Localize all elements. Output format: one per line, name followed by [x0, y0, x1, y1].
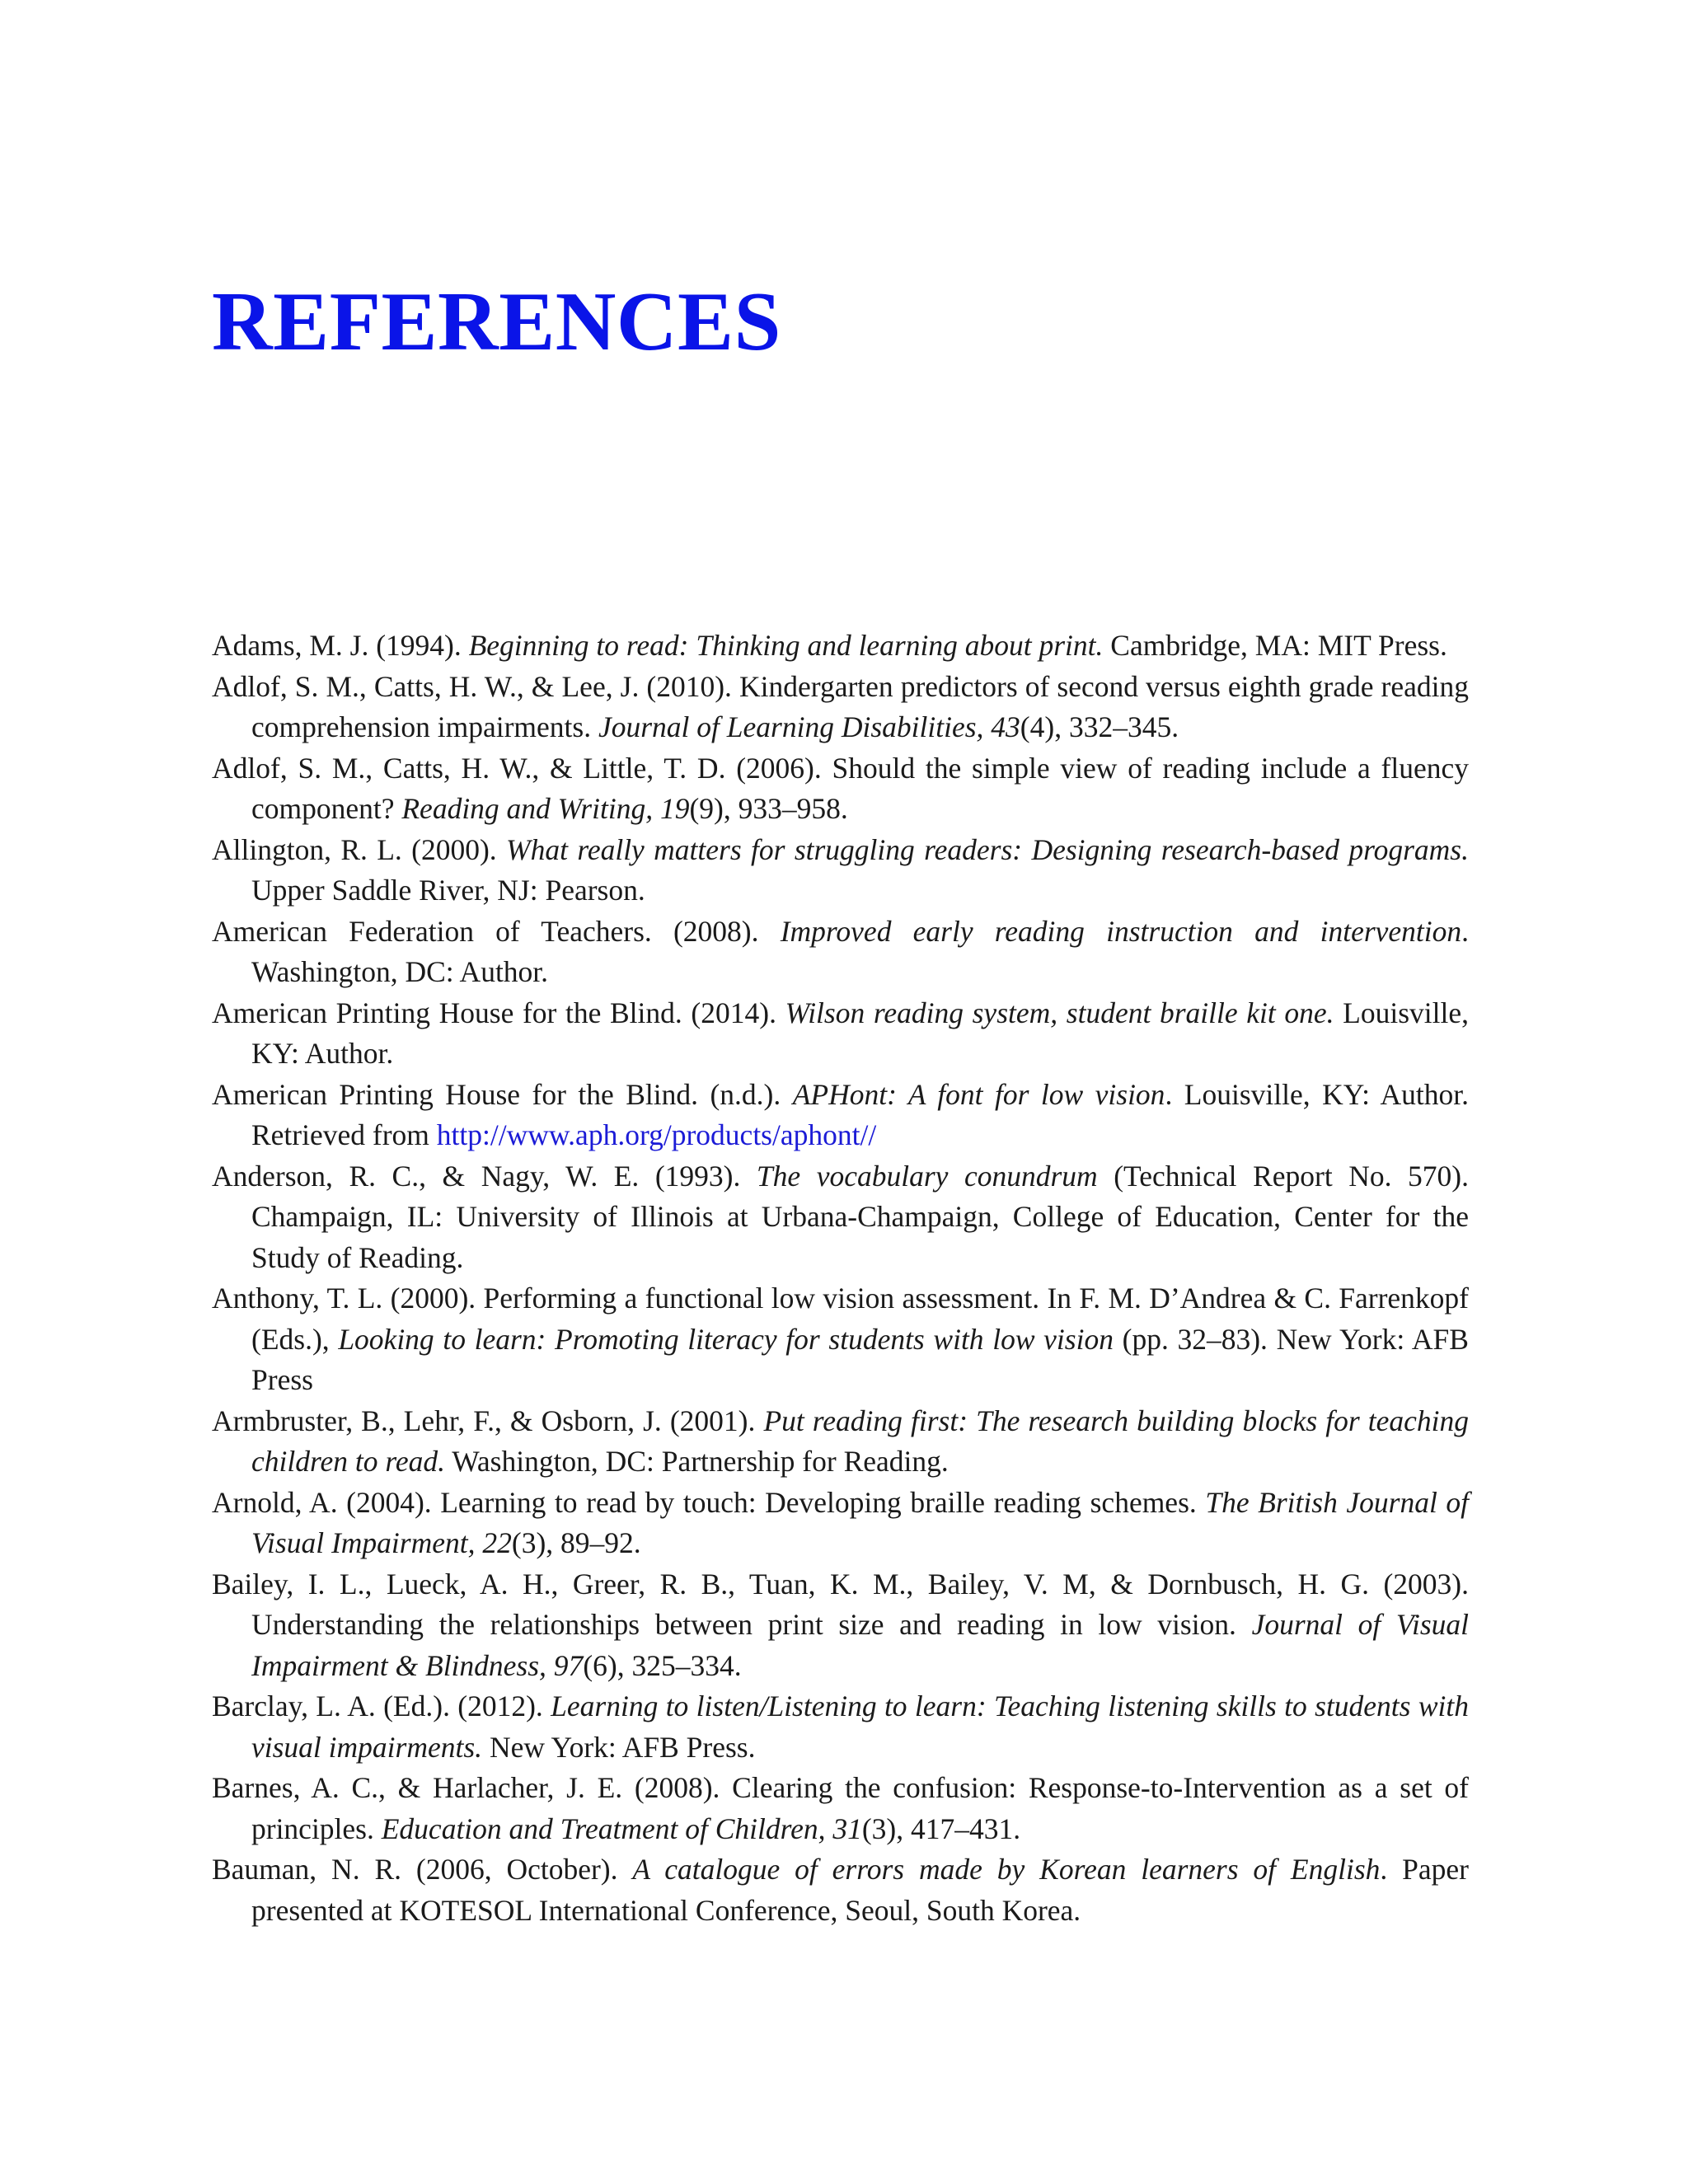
reference-italic-text: Improved early reading instruction and intervention	[780, 914, 1462, 948]
reference-text: (Technical Report No. 570). Champaign, IL: University of Illinois at Urbana-Champaign, College of Education, Center for the Study of Reading.	[251, 1159, 1469, 1274]
reference-entry	[212, 1849, 1469, 1931]
reference-entry	[212, 626, 1469, 667]
reference-text: New York: AFB Press.	[482, 1730, 756, 1764]
reference-text: American Federation of Teachers. (2008).	[212, 914, 781, 948]
reference-text: . Paper presented at KOTESOL International Conference, Seoul, South Korea.	[251, 1853, 1469, 1927]
reference-italic-text: What really matters for struggling readers: Designing research-based programs.	[506, 832, 1469, 866]
reference-entry	[212, 1075, 1469, 1156]
reference-entry	[212, 1156, 1469, 1279]
reference-text: Allington, R. L. (2000).	[212, 832, 507, 866]
reference-text: . Washington, DC: Author.	[251, 914, 1469, 988]
reference-entry	[212, 830, 1469, 912]
reference-entry	[212, 1278, 1469, 1401]
reference-entry	[212, 748, 1469, 830]
reference-italic-text: APHont: A font for low vision	[792, 1077, 1165, 1111]
reference-italic-text: Beginning to read: Thinking and learning about print.	[468, 629, 1104, 662]
reference-text: (6), 325–334.	[583, 1648, 742, 1682]
reference-entry	[212, 667, 1469, 748]
reference-entry	[212, 1483, 1469, 1564]
reference-italic-text: Wilson reading system, student braille kit one.	[785, 996, 1334, 1029]
reference-text: American Printing House for the Blind. (n.d.).	[212, 1077, 793, 1111]
reference-entry	[212, 912, 1469, 993]
reference-text: Bauman, N. R. (2006, October).	[212, 1853, 633, 1886]
reference-italic-text: A catalogue of errors made by Korean learners of English	[632, 1853, 1381, 1886]
reference-text: Anthony, T. L. (2000). Performing a functional low vision assessment. In F. M. D’Andrea & C. Farrenkopf (Eds.),	[212, 1282, 1469, 1356]
reference-text: Louisville, KY: Author.	[251, 996, 1469, 1070]
reference-text: Adams, M. J. (1994).	[212, 629, 469, 662]
reference-entry	[212, 1686, 1469, 1768]
reference-text: Adlof, S. M., Catts, H. W., & Little, T. D. (2006). Should the simple view of reading include a fluency component?	[212, 751, 1469, 825]
reference-italic-text: Looking to learn: Promoting literacy for students with low vision	[338, 1322, 1114, 1356]
reference-text: (4), 332–345.	[1020, 710, 1179, 743]
reference-italic-text: Journal of Visual Impairment & Blindness, 97	[251, 1608, 1469, 1682]
reference-entry	[212, 1401, 1469, 1483]
reference-entry	[212, 1768, 1469, 1849]
reference-text: Cambridge, MA: MIT Press.	[1103, 629, 1447, 662]
reference-text: (9), 933–958.	[689, 792, 848, 825]
reference-text: . Louisville, KY: Author. Retrieved from	[251, 1077, 1469, 1151]
reference-italic-text: Education and Treatment of Children, 31	[381, 1811, 862, 1845]
page-title: REFERENCES	[212, 275, 781, 368]
reference-italic-text: Put reading first: The research building blocks for teaching children to read.	[251, 1404, 1469, 1478]
reference-text: American Printing House for the Blind. (2014).	[212, 996, 785, 1029]
reference-text: Barclay, L. A. (Ed.). (2012).	[212, 1690, 551, 1722]
reference-italic-text: Learning to listen/Listening to learn: Teaching listening skills to students with visual impairments.	[251, 1690, 1469, 1764]
reference-text: (pp. 32–83). New York: AFB Press	[251, 1322, 1469, 1396]
reference-text: Upper Saddle River, NJ: Pearson.	[251, 874, 645, 907]
reference-text: (3), 417–431.	[861, 1811, 1021, 1845]
reference-text: Bailey, I. L., Lueck, A. H., Greer, R. B., Tuan, K. M., Bailey, V. M, & Dornbusch, H. G. (2003). Understanding the relationships between print size and reading in low vision.	[212, 1567, 1469, 1641]
reference-italic-text: The vocabulary conundrum	[756, 1159, 1098, 1193]
reference-italic-text: The British Journal of Visual Impairment, 22	[251, 1485, 1470, 1559]
reference-text: Anderson, R. C., & Nagy, W. E. (1993).	[212, 1159, 757, 1193]
reference-entry	[212, 1564, 1469, 1687]
reference-text: Adlof, S. M., Catts, H. W., & Lee, J. (2010). Kindergarten predictors of second versus eighth grade reading comprehension impairments.	[212, 669, 1469, 743]
reference-italic-text: Journal of Learning Disabilities, 43	[598, 710, 1020, 743]
reference-italic-text: Reading and Writing, 19	[401, 792, 690, 825]
reference-link[interactable]: http://www.aph.org/products/aphont//	[436, 1118, 877, 1151]
reference-text: Arnold, A. (2004). Learning to read by touch: Developing braille reading schemes.	[212, 1485, 1206, 1519]
reference-text: Barnes, A. C., & Harlacher, J. E. (2008). Clearing the confusion: Response-to-Intervention as a set of principles.	[212, 1771, 1469, 1845]
reference-text: Armbruster, B., Lehr, F., & Osborn, J. (2001).	[212, 1404, 764, 1437]
reference-list	[212, 626, 1469, 1931]
reference-text: (3), 89–92.	[511, 1526, 641, 1559]
reference-entry	[212, 993, 1469, 1075]
reference-text: Washington, DC: Partnership for Reading.	[444, 1445, 949, 1478]
